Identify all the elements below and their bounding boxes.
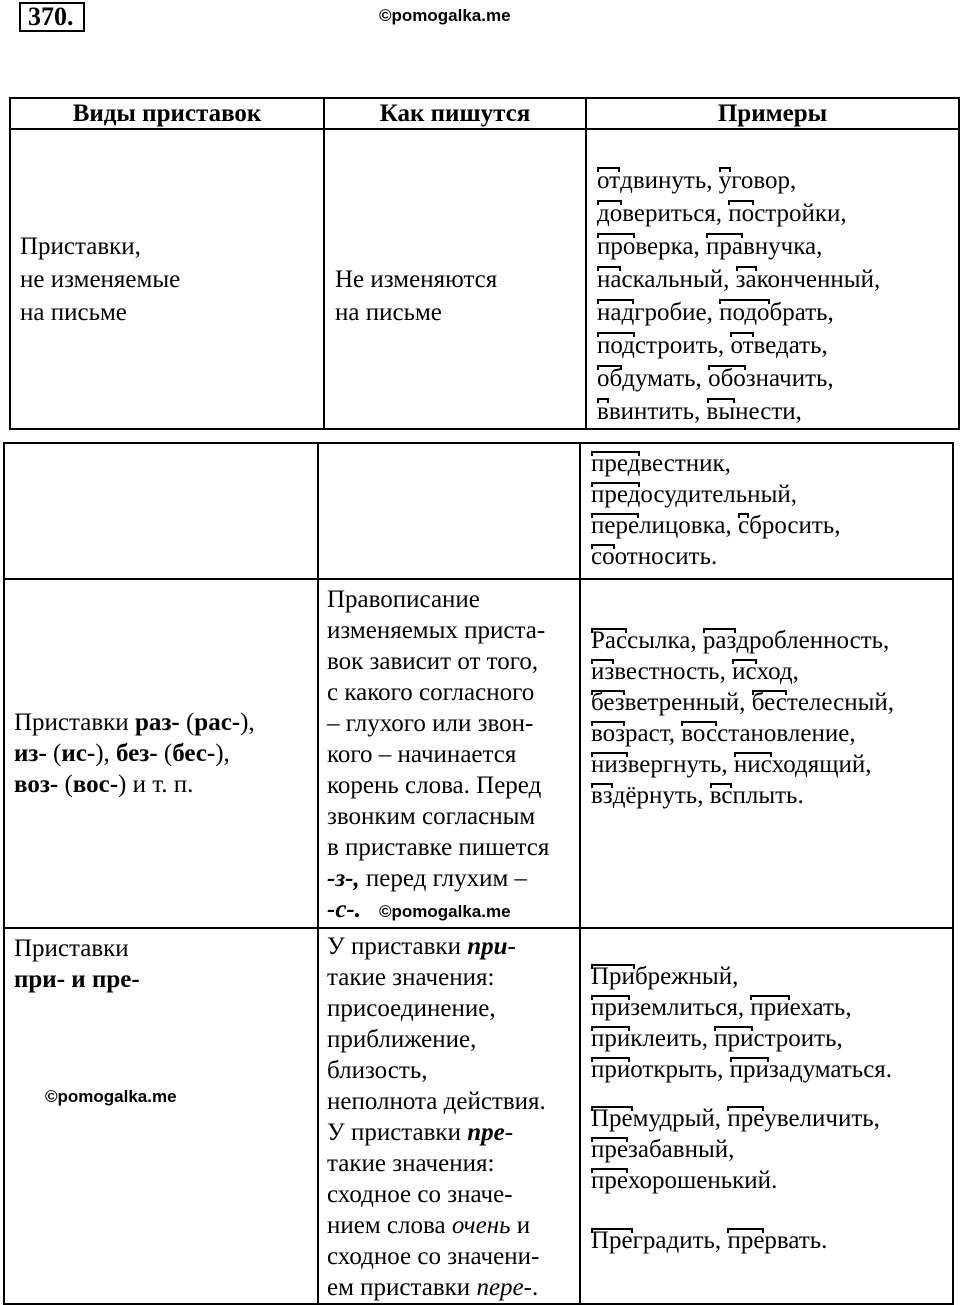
prefix-marked: вос [681, 720, 718, 747]
example-line [591, 1103, 952, 1134]
word-rest: конченный, [756, 266, 881, 293]
prefix-bold: без- [116, 740, 158, 767]
prefix-marked: над [597, 296, 634, 329]
row-pri-pre [4, 928, 953, 1304]
prefix-marked: в [597, 395, 609, 428]
header-types: Виды приставок [10, 98, 324, 129]
text: - [504, 1119, 514, 1146]
prefix-marked: бес [751, 689, 787, 716]
cell-rule-pri-pre [318, 928, 580, 1304]
prefix-bold: рас- [194, 709, 241, 736]
header-examples: Примеры [586, 98, 959, 129]
prefix-marked: по [728, 197, 754, 230]
letter-s: -с-. [327, 896, 361, 923]
text: ( [157, 740, 173, 767]
text-line [14, 707, 317, 738]
word-rest: ход, [756, 658, 799, 685]
prefix-marked: подо [719, 296, 769, 329]
cell-examples-raz-ras [580, 579, 953, 928]
text-line: сходное со значени- [327, 1243, 540, 1270]
word-rest: стройки, [754, 200, 847, 227]
prefix-marked: Пре [591, 1105, 633, 1132]
text-line: не изменяемые [20, 265, 181, 293]
prefix-bold: раз- [134, 709, 180, 736]
word-rest: говор, [731, 167, 797, 194]
text: ), [240, 709, 255, 736]
prefix-marked: про [597, 230, 635, 263]
prefix-marked: Пре [591, 1227, 633, 1254]
prefix-marked: при [714, 1025, 754, 1052]
prefix-marked: При [591, 963, 635, 990]
prefix-marked: вы [707, 395, 736, 428]
examples-list [591, 1225, 952, 1256]
prefix-marked: на [597, 263, 621, 296]
watermark-bottom: ©pomogalka.me [45, 1087, 177, 1106]
prefix-pere: пере [476, 1274, 524, 1301]
task-number: 370. [19, 2, 85, 32]
prefix-marked: при [591, 1056, 631, 1083]
cell-type-pri-pre [4, 928, 318, 1304]
cell-examples-pri-pre [580, 928, 953, 1304]
text: ( [58, 771, 73, 798]
text-line: Приставки, [20, 232, 141, 260]
header-spelling: Как пишутся [324, 98, 586, 129]
cell-examples-unchangeable [586, 129, 959, 429]
word-rest: брать, [769, 299, 834, 326]
example-line [597, 230, 958, 263]
prefix-marked: пред [591, 450, 641, 477]
text: ) и т. п. [118, 771, 194, 798]
word-rest: брежный, [634, 963, 739, 990]
prefix-marked: пре [591, 1167, 628, 1194]
word-rest: раст, [625, 720, 682, 747]
text-line [327, 894, 579, 927]
word-rest: думать, [622, 365, 709, 392]
text-line [327, 1272, 579, 1303]
text: ), [95, 740, 117, 767]
example-line [591, 448, 952, 479]
cell-examples-continued [580, 443, 953, 579]
prefix-marked: при [729, 1056, 769, 1083]
example-line [591, 1023, 952, 1054]
text: Приставки [14, 709, 135, 736]
text-line [327, 863, 579, 894]
example-line [591, 625, 952, 656]
word-rest: ведать, [753, 332, 828, 359]
text: и [510, 1212, 531, 1239]
word-rest: ехать, [789, 994, 852, 1021]
prefix-bold: ис- [61, 740, 96, 767]
cell-empty-rule [318, 443, 580, 579]
prefix-marked: до [597, 197, 622, 230]
text-line: в приставке пишется [327, 834, 550, 861]
word-rest: винтить, [608, 398, 707, 425]
row-unchangeable [10, 129, 959, 429]
text: нием слова [327, 1212, 452, 1239]
prefix-bold: бес- [172, 740, 216, 767]
text-line: с какого согласного [327, 679, 535, 706]
prefix-marked: пра [706, 230, 743, 263]
prefix-marked: низ [591, 751, 628, 778]
prefix-marked: от [597, 164, 620, 197]
word-rest: мудрый, [632, 1105, 728, 1132]
letter-z: -з-, [327, 865, 360, 892]
text-line: при- и пре- [14, 966, 140, 993]
prefix-marked: раз [702, 627, 737, 654]
prefix-marked: со [591, 543, 615, 570]
word-rest: ходящий, [771, 751, 872, 778]
text-line: корень слова. Перед [327, 772, 542, 799]
example-line [597, 263, 958, 296]
example-line [591, 479, 952, 510]
example-line [591, 687, 952, 718]
prefix-marked: пред [591, 481, 641, 508]
example-line [597, 296, 958, 329]
example-line [597, 197, 958, 230]
examples-list [591, 961, 952, 1085]
text-line: изменяемых приста- [327, 617, 546, 644]
word-rest: хорошенький. [627, 1167, 778, 1194]
text-line: присоединение, [327, 995, 496, 1022]
text: ( [179, 709, 195, 736]
example-line [597, 329, 958, 362]
text-line: такие значения: [327, 964, 495, 991]
prefix-marked: ис [732, 658, 757, 685]
watermark-top: ©pomogalka.me [379, 6, 511, 25]
examples-list [597, 164, 958, 428]
rule-text [327, 962, 579, 1117]
cell-type-raz-ras [4, 579, 318, 928]
word-rest: вестность, [614, 658, 733, 685]
watermark-mid: ©pomogalka.me [379, 902, 511, 921]
prefix-marked: за [736, 263, 757, 296]
text-line: на письме [20, 298, 127, 326]
prefix-marked: с [737, 512, 750, 539]
word-rest: открыть, [630, 1056, 730, 1083]
prefix-pri: при [467, 933, 508, 960]
prefix-marked: из [591, 658, 615, 685]
prefix-table-part1 [9, 97, 960, 430]
word-rest: дёрнуть, [612, 782, 710, 809]
text: -. [523, 1274, 539, 1301]
text-line: Приставки [14, 935, 129, 962]
word-rest: градить, [632, 1227, 728, 1254]
text: У приставки [327, 1119, 468, 1146]
prefix-marked: при [591, 994, 631, 1021]
prefix-marked: обо [708, 362, 746, 395]
prefix-pre: пре [467, 1119, 505, 1146]
word-rest: увеличить, [764, 1105, 880, 1132]
word-rest: лицовка, [639, 512, 738, 539]
cell-rule-unchangeable [324, 129, 586, 429]
example-line [591, 749, 952, 780]
text-line [14, 769, 317, 800]
text-line: звонким согласным [327, 803, 536, 830]
text: перед глухим – [359, 865, 528, 892]
example-line [591, 1054, 952, 1085]
example-line [597, 164, 958, 197]
word-rest: рвать. [764, 1227, 828, 1254]
word-rest: вестник, [640, 450, 731, 477]
word-rest: клеить, [630, 1025, 715, 1052]
word-rest: верка, [635, 233, 707, 260]
text-line: такие значения: [327, 1150, 495, 1177]
example-line [591, 1134, 952, 1165]
prefix-marked: от [730, 329, 753, 362]
example-line [591, 718, 952, 749]
text: ем приставки [327, 1274, 477, 1301]
cell-empty-type [4, 443, 318, 579]
word-rest: ветренный, [624, 689, 752, 716]
word-rest: нести, [735, 398, 802, 425]
text-line: на письме [335, 299, 442, 326]
text-line: близость, [327, 1057, 428, 1084]
prefix-marked: у [719, 164, 732, 197]
text-line: Не изменяются [335, 266, 498, 293]
example-line [591, 510, 952, 541]
word-rest: телесный, [786, 689, 895, 716]
examples-list [591, 448, 952, 572]
text-line [327, 931, 579, 962]
text-line [327, 1117, 579, 1148]
prefix-marked: пре [727, 1105, 765, 1132]
example-line [597, 395, 958, 428]
text-line [327, 1210, 579, 1241]
prefix-marked: Рас [591, 627, 628, 654]
prefix-bold: из- [14, 740, 47, 767]
word-rest: значить, [745, 365, 834, 392]
prefix-marked: нис [733, 751, 772, 778]
word-rest: относить. [614, 543, 718, 570]
word-rest: скальный, [621, 266, 736, 293]
text-line: вок зависит от того, [327, 648, 539, 675]
rule-text [327, 584, 579, 863]
word-rest: строить, [753, 1025, 843, 1052]
prefix-marked: без [591, 689, 625, 716]
word-rest: вериться, [622, 200, 729, 227]
text-line: – глухого или звон- [327, 710, 534, 737]
prefix-marked: под [597, 329, 635, 362]
example-line [597, 362, 958, 395]
text-line [14, 738, 317, 769]
word-rest: строить, [634, 332, 731, 359]
text-line: Правописание [327, 586, 480, 613]
row-unchangeable-continued [4, 443, 953, 579]
text: ), [215, 740, 230, 767]
row-raz-ras [4, 579, 953, 928]
prefix-bold: воз- [14, 771, 59, 798]
example-line [591, 780, 952, 811]
example-line [591, 1225, 952, 1256]
word-rest: вергнуть, [627, 751, 734, 778]
cell-type-unchangeable [10, 129, 324, 429]
prefix-marked: пре [727, 1227, 765, 1254]
word-rest: становление, [717, 720, 856, 747]
prefix-marked: при [591, 1025, 631, 1052]
word-ochen: очень [451, 1212, 511, 1239]
rule-text [327, 1148, 579, 1210]
prefix-marked: воз [591, 720, 626, 747]
prefix-marked: пре [591, 1136, 628, 1163]
word-rest: задуматься. [768, 1056, 893, 1083]
table-header-row [10, 98, 959, 129]
prefix-marked: при [750, 994, 790, 1021]
prefix-bold: вос- [72, 771, 119, 798]
example-line [591, 541, 952, 572]
word-rest: осудительный, [640, 481, 797, 508]
text: У приставки [327, 933, 468, 960]
word-rest: двинуть, [620, 167, 719, 194]
prefix-marked: пере [591, 512, 640, 539]
example-line [591, 992, 952, 1023]
text-line: неполнота действия. [327, 1088, 546, 1115]
examples-list [591, 1103, 952, 1196]
examples-list [591, 625, 952, 811]
word-rest: дробленность, [736, 627, 890, 654]
word-rest: гробие, [634, 299, 720, 326]
cell-rule-raz-ras [318, 579, 580, 928]
word-rest: бросить, [749, 512, 841, 539]
text-line: приближение, [327, 1026, 477, 1053]
word-rest: сылка, [627, 627, 703, 654]
example-line [591, 1165, 952, 1196]
word-rest: землиться, [630, 994, 751, 1021]
text: ( [46, 740, 62, 767]
word-rest: плыть. [732, 782, 804, 809]
word-rest: забавный, [627, 1136, 735, 1163]
text: - [507, 933, 516, 960]
text-line: кого – начинается [327, 741, 517, 768]
prefix-marked: об [597, 362, 622, 395]
text-line: сходное со значе- [327, 1181, 513, 1208]
example-line [591, 961, 952, 992]
example-line [591, 656, 952, 687]
prefix-marked: вс [709, 782, 733, 809]
prefix-marked: вз [591, 782, 613, 809]
prefix-table-part2 [3, 442, 954, 1305]
word-rest: внучка, [743, 233, 823, 260]
